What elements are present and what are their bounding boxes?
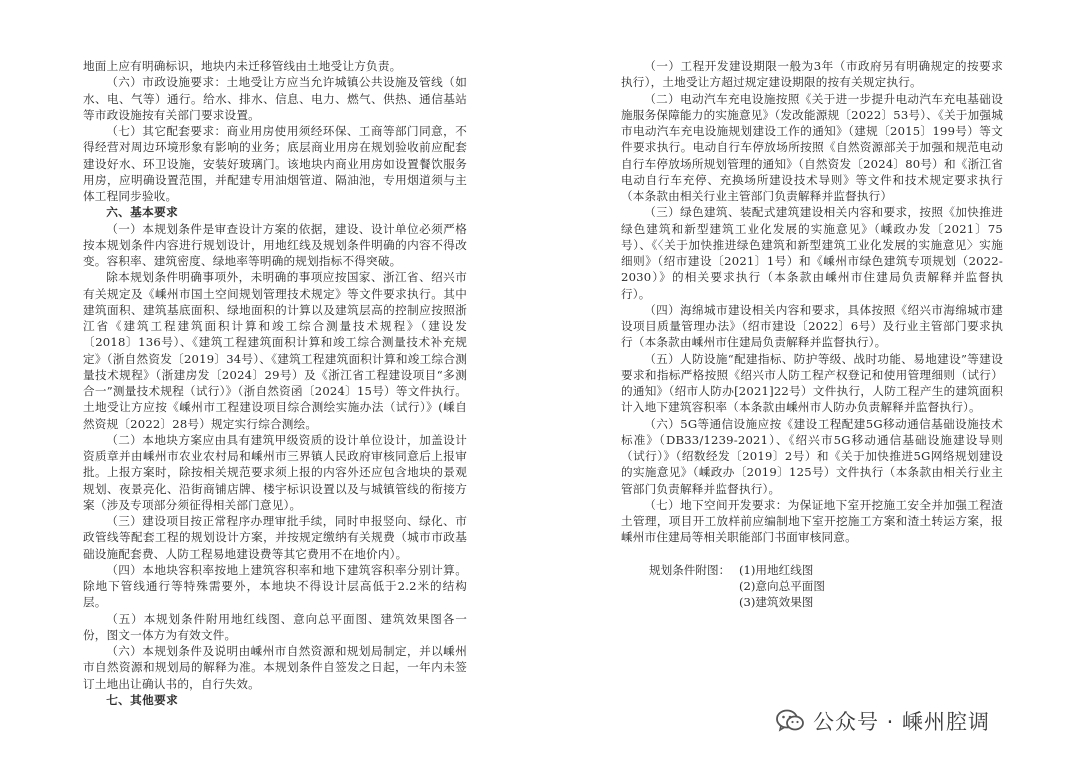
right-column — [621, 58, 1003, 610]
paragraph: （三）绿色建筑、装配式建筑建设相关内容和要求，按照《加快推进绿色建筑和新型建筑工业化发展的实施意见》（嵊政办发〔2021〕75号）、《〈关于加快推进绿色建筑和新型建筑工业化发展的实施意见〉实施细则》（绍市建设〔2021〕1号）和《嵊州市绿色建筑专项规划（2022-2030）》的相关要求执行（本条款由嵊州市住建局负责解释并监督执行）。 — [621, 205, 1003, 301]
watermark-text: 公众号 · 嵊州腔调 — [813, 710, 991, 734]
paragraph: （四）本地块容积率按地上建筑容积率和地下建筑容积率分别计算。除地下管线通行等特殊需要外，本地块不得设计层高低于2.2米的结构层。 — [83, 562, 467, 610]
paragraph: （一）工程开发建设期限一般为3年（市政府另有明确规定的按要求执行），土地受让方超过规定建设期限的按有关规定执行。 — [621, 59, 1003, 90]
attachment-item: (1)用地红线图 — [739, 562, 814, 577]
attachments-label: 规划条件附图： — [649, 562, 731, 577]
watermark — [775, 705, 990, 737]
right-column-body — [621, 58, 1003, 546]
attachments — [621, 562, 1003, 611]
paragraph: 地面上应有明确标识，地块内未迁移管线由土地受让方负责。 — [83, 59, 402, 73]
paragraph: （五）人防设施“配建指标、防护等级、战时功能、易地建设”等建设要求和指标严格按照《绍兴市人防工程产权登记和使用管理细则（试行）的通知》（绍市人防办[2021]22号）文件执行，人防工程产生的建筑面积计入地下建筑容积率（本条款由嵊州市人防办负责解释并监督执行）。 — [621, 351, 1003, 415]
paragraph: （七）其它配套要求：商业用房使用须经环保、工商等部门同意，不得经营对周边环境形象有影响的业务；底层商业用房在规划验收前应配套建设好水、环卫设施，安装好玻璃门。该地块内商业用房如设置餐饮服务用房，应明确设置范围，并配建专用油烟管道、隔油池，专用烟道须与主体工程同步验收。 — [83, 124, 467, 203]
paragraph: （二）本地块方案应由具有建筑甲级资质的设计单位设计，加盖设计资质章并由嵊州市农业农村局和嵊州市三界镇人民政府审核同意后上报审批。上报方案时，除按相关规范要求须上报的内容外还应包含地块的景观规划、夜景亮化、沿街商铺店牌、楼宇标识设置以及与城镇管线的衔接方案（涉及专项部分须征得相关部门意见）。 — [83, 432, 467, 512]
paragraph: （七）地下空间开发要求：为保证地下室开挖施工安全并加强工程渣土管理，项目开工放样前应编制地下室开挖施工方案和渣土转运方案，报嵊州市住建局等相关职能部门书面审核同意。 — [621, 497, 1003, 545]
paragraph: （四）海绵城市建设相关内容和要求，具体按照《绍兴市海绵城市建设项目质量管理办法》（绍市建设〔2022〕6号）及行业主管部门要求执行（本条款由嵊州市住建局负责解释并监督执行）。 — [621, 302, 1003, 350]
paragraph: （六）5G等通信设施应按《建设工程配建5G移动通信基础设施技术标准》（DB33/1239-2021）、《绍兴市5G移动通信基础设施建设导则（试行）》（绍数经发〔2019〕2号）和《关于加快推进5G网络规划建设的实施意见》（嵊政办〔2019〕125号）文件执行（本条款由相关行业主管部门负责解释并监督执行）。 — [621, 416, 1003, 496]
paragraph: 除本规划条件明确事项外，未明确的事项应按国家、浙江省、绍兴市有关规定及《嵊州市国土空间规划管理技术规定》等文件要求执行。其中建筑面积、建筑基底面积、绿地面积的计算以及建筑层高的控制应按照浙江省《建筑工程建筑面积计算和竣工综合测量技术规程》（建设发〔2018〕136号）、《建筑工程建筑面积计算和竣工综合测量技术补充规定》（浙自然资发〔2019〕34号）、《建筑工程建筑面积计算和竣工综合测量技术规程》（浙建房发〔2024〕29号）及《浙江省工程建设项目“多测合一”测量技术规程（试行）》（浙自然资函〔2024〕15号）等文件执行。土地受让方应按《嵊州市工程建设项目综合测绘实施办法（试行）》(嵊自然资规〔2022〕28号）规定实行综合测绘。 — [83, 270, 467, 431]
section-heading: 六、基本要求 — [106, 205, 179, 220]
attachment-item: (2)意向总平面图 — [739, 578, 825, 593]
paragraph: （五）本规划条件附用地红线图、意向总平面图、建筑效果图各一份，图文一体方为有效文件。 — [83, 611, 467, 642]
paragraph: （六）市政设施要求：土地受让方应当允许城镇公共设施及管线（如水、电、气等）通行。给水、排水、信息、电力、燃气、供热、通信基站等市政设施按有关部门要求设置。 — [83, 75, 467, 122]
paragraph: （六）本规划条件及说明由嵊州市自然资源和规划局制定，并以嵊州市自然资源和规划局的解释为准。本规划条件自签发之日起，一年内未签订土地出让确认书的，自行失效。 — [83, 644, 467, 691]
paragraph: （一）本规划条件是审查设计方案的依据，建设、设计单位必须严格按本规划条件内容进行规划设计，用地红线及规划条件明确的内容不得改变。容积率、建筑密度、绿地率等明确的规划指标不得突破。 — [83, 221, 467, 268]
paragraph: （三）建设项目按正常程序办理审批手续，同时申报竖向、绿化、市政管线等配套工程的规划设计方案，并按规定缴纳有关规费（城市市政基础设施配套费、人防工程易地建设费等其它费用不在地价内）。 — [83, 514, 467, 561]
paragraph: （二）电动汽车充电设施按照《关于进一步提升电动汽车充电基础设施服务保障能力的实施意见》（发改能源规〔2022〕53号）、《关于加强城市电动汽车充电设施规划建设工作的通知》（建规〔2015〕199号）等文件要求执行。电动自行车停放场所按照《自然资源部关于加强和规范电动自行车停放场所规划管理的通知》（自然资发〔2024〕80号）和《浙江省电动自行车充停、充换场所建设技术导则》等文件和技术规定要求执行（本条款由相关行业主管部门负责解释并监督执行） — [621, 91, 1003, 203]
attachments-list — [739, 562, 1003, 611]
left-column — [83, 58, 467, 708]
section-heading: 七、其他要求 — [106, 692, 179, 707]
wechat-icon — [775, 708, 805, 734]
attachment-item: (3)建筑效果图 — [739, 595, 814, 609]
